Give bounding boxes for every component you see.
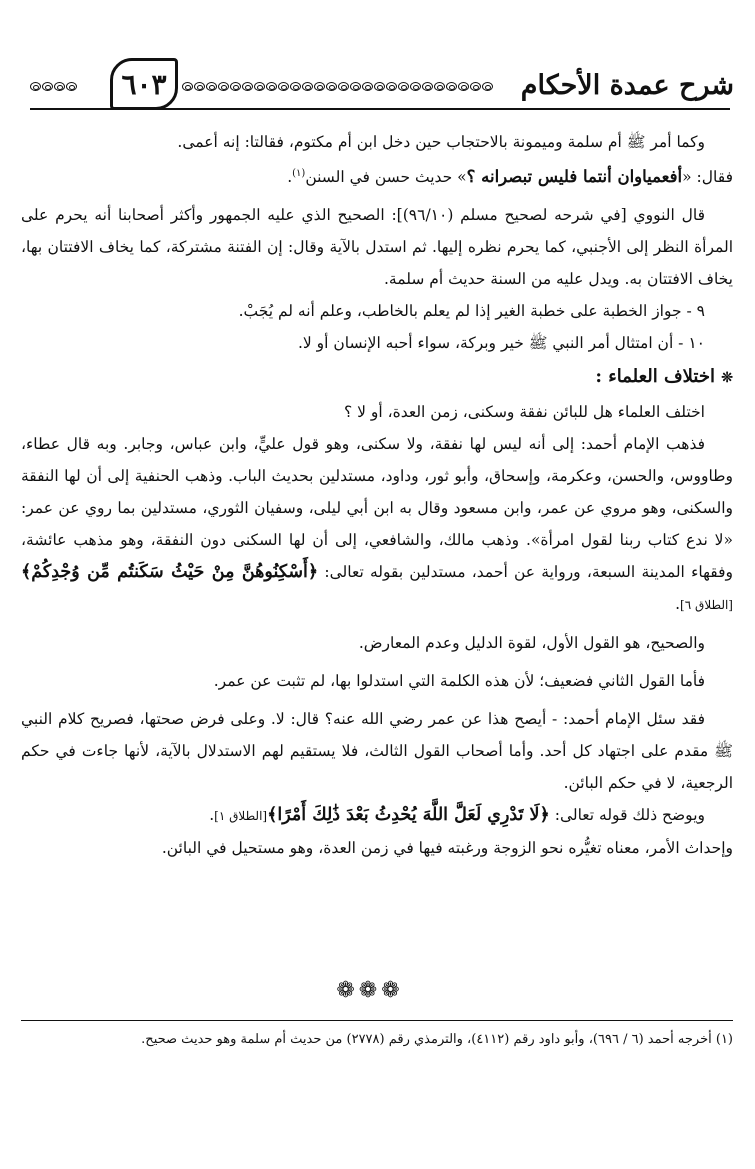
oval-ornament-icon (54, 82, 65, 91)
oval-ornament-icon (458, 82, 469, 91)
header-ornament-row-left (30, 82, 100, 91)
paragraph: اختلف العلماء هل للبائن نفقة وسكنى، زمن العدة، أو لا ؟ (343, 403, 705, 422)
paragraph: وإحداث الأمر، معناه تغيُّره نحو الزوجة ورغبته فيها في زمن العدة، وهو مستحيل في البائن. (161, 839, 733, 858)
oval-ornament-icon (230, 82, 241, 91)
flower-icon: ❁ (358, 978, 378, 1003)
paragraph (21, 799, 733, 832)
paragraph: والصحيح، هو القول الأول، لقوة الدليل وعدم المعارض. (358, 634, 705, 653)
oval-ornament-icon (422, 82, 433, 91)
text-run: . (675, 595, 681, 614)
oval-ornament-icon (314, 82, 325, 91)
oval-ornament-icon (206, 82, 217, 91)
oval-ornament-icon (302, 82, 313, 91)
footnote-marker: (١) (292, 168, 306, 179)
oval-ornament-icon (434, 82, 445, 91)
section-heading (21, 361, 733, 394)
hadith-quote: أفعمياوان أنتما فليس تبصرانه ؟ (466, 167, 683, 187)
header-ornament-row (182, 82, 512, 91)
oval-ornament-icon (374, 82, 385, 91)
section-heading-label: اختلاف العلماء : (595, 366, 715, 388)
quran-verse: ﴿لَا تَدْرِي لَعَلَّ اللَّهَ يُحْدِثُ بَعْدَ ذَٰلِكَ أَمْرًا﴾ (267, 805, 550, 826)
footnote-divider (21, 1020, 733, 1021)
paragraph: فقد سئل الإمام أحمد: - أيصح هذا عن عمر رضي الله عنه؟ قال: لا. وعلى فرض صحتها، فصريح كلام النبي ﷺ مقدم على اجتهاد كل أحد. وأما أصحاب القول الثالث، فلا يستقيم لهم الاستدلال بالآية، لأنها جاءت في حكم الرجعية، لا في حكم البائن. (21, 710, 733, 793)
text-run: فذهب الإمام أحمد: إلى أنه ليس لها نفقة، ولا سكنى، وهو قول عليٍّ، وابن عباس، وجابر. وبه قال عطاء، وطاووس، والحسن، وعكرمة، وإسحاق، وأبو ثور، وداود، مستدلين بحديث الباب. وذهب الحنفية إلى أن لها النفقة والسكنى، وهو مروي عن عمر، وابن مسعود وقال به ابن أبي ليلى، وسفيان الثوري، مستدلين بما روي عن عمر: «لا ندع كتاب ربنا لقول امرأة». وذهب مالك، والشافعي، إلى أن لها السكنى دون النفقة، وهو مذهب عائشة، وفقهاء المدينة السبعة، ورواية عن أحمد، مستدلين بقوله تعالى: (21, 435, 733, 582)
oval-ornament-icon (42, 82, 53, 91)
paragraph: وكما أمر ﷺ أم سلمة وميمونة بالاحتجاب حين دخل ابن أم مكتوم، فقالتا: إنه أعمى. (177, 133, 705, 151)
oval-ornament-icon (350, 82, 361, 91)
paragraph: فأما القول الثاني فضعيف؛ لأن هذه الكلمة التي استدلوا بها، لم تثبت عن عمر. (213, 672, 705, 691)
verse-reference: [الطلاق ٦] (680, 598, 733, 613)
oval-ornament-icon (482, 82, 493, 91)
list-item: ١٠ - أن امتثال أمر النبي ﷺ خير وبركة، سواء أحبه الإنسان أو لا. (297, 334, 705, 353)
oval-ornament-icon (242, 82, 253, 91)
text-run: » حديث حسن في السنن (305, 168, 467, 187)
text-run: . (209, 806, 215, 825)
oval-ornament-icon (194, 82, 205, 91)
footnote: (١) أخرجه أحمد (٦ / ٦٩٦)، وأبو داود رقم (٤١١٢)، والترمذي رقم (٢٧٧٨) من حديث أم سلمة وهو حديث صحيح. (141, 1032, 733, 1047)
oval-ornament-icon (410, 82, 421, 91)
star-icon: ❊ (721, 370, 733, 387)
text-run: ويوضح ذلك قوله تعالى: (549, 806, 705, 825)
end-ornament (318, 978, 418, 1003)
oval-ornament-icon (338, 82, 349, 91)
quran-verse: ﴿أَسْكِنُوهُنَّ مِنْ حَيْثُ سَكَنتُم مِّن وُجْدِكُمْ﴾ (21, 562, 319, 583)
oval-ornament-icon (278, 82, 289, 91)
oval-ornament-icon (470, 82, 481, 91)
header-divider (30, 108, 730, 110)
book-title: شرح عمدة الأحكام (520, 70, 734, 101)
oval-ornament-icon (30, 82, 41, 91)
text-run: فقال: « (682, 168, 733, 187)
oval-ornament-icon (218, 82, 229, 91)
oval-ornament-icon (398, 82, 409, 91)
oval-ornament-icon (362, 82, 373, 91)
paragraph: فقال: «أفعمياوان أنتما فليس تبصرانه ؟» حديث حسن في السنن$^{(١)}$. (287, 167, 733, 187)
paragraph: قال النووي [في شرحه لصحيح مسلم (٩٦/١٠)]: الصحيح الذي عليه الجمهور وأكثر أصحابنا أنه يحرم على المرأة النظر إلى الأجنبي، كما يحرم نظره إليها. ثم استدل بالآية وقال: إن الفتنة مشتركة، كما يخاف الافتتان بها، يخاف الافتتان به. ويدل عليه من السنة حديث أم سلمة. (21, 206, 733, 289)
oval-ornament-icon (386, 82, 397, 91)
list-item: ٩ - جواز الخطبة على خطبة الغير إذا لم يعلم بالخاطب، وعلم أنه لم يُجَبْ. (238, 302, 705, 321)
oval-ornament-icon (266, 82, 277, 91)
oval-ornament-icon (290, 82, 301, 91)
flower-icon: ❁ (336, 978, 355, 1003)
oval-ornament-icon (446, 82, 457, 91)
flower-icon: ❁ (381, 978, 400, 1003)
oval-ornament-icon (254, 82, 265, 91)
verse-reference: [الطلاق ١] (214, 809, 268, 824)
oval-ornament-icon (182, 82, 193, 91)
main-text (21, 126, 733, 864)
page-number: ٦٠٣ (110, 58, 178, 110)
oval-ornament-icon (66, 82, 77, 91)
paragraph (21, 428, 733, 621)
oval-ornament-icon (326, 82, 337, 91)
